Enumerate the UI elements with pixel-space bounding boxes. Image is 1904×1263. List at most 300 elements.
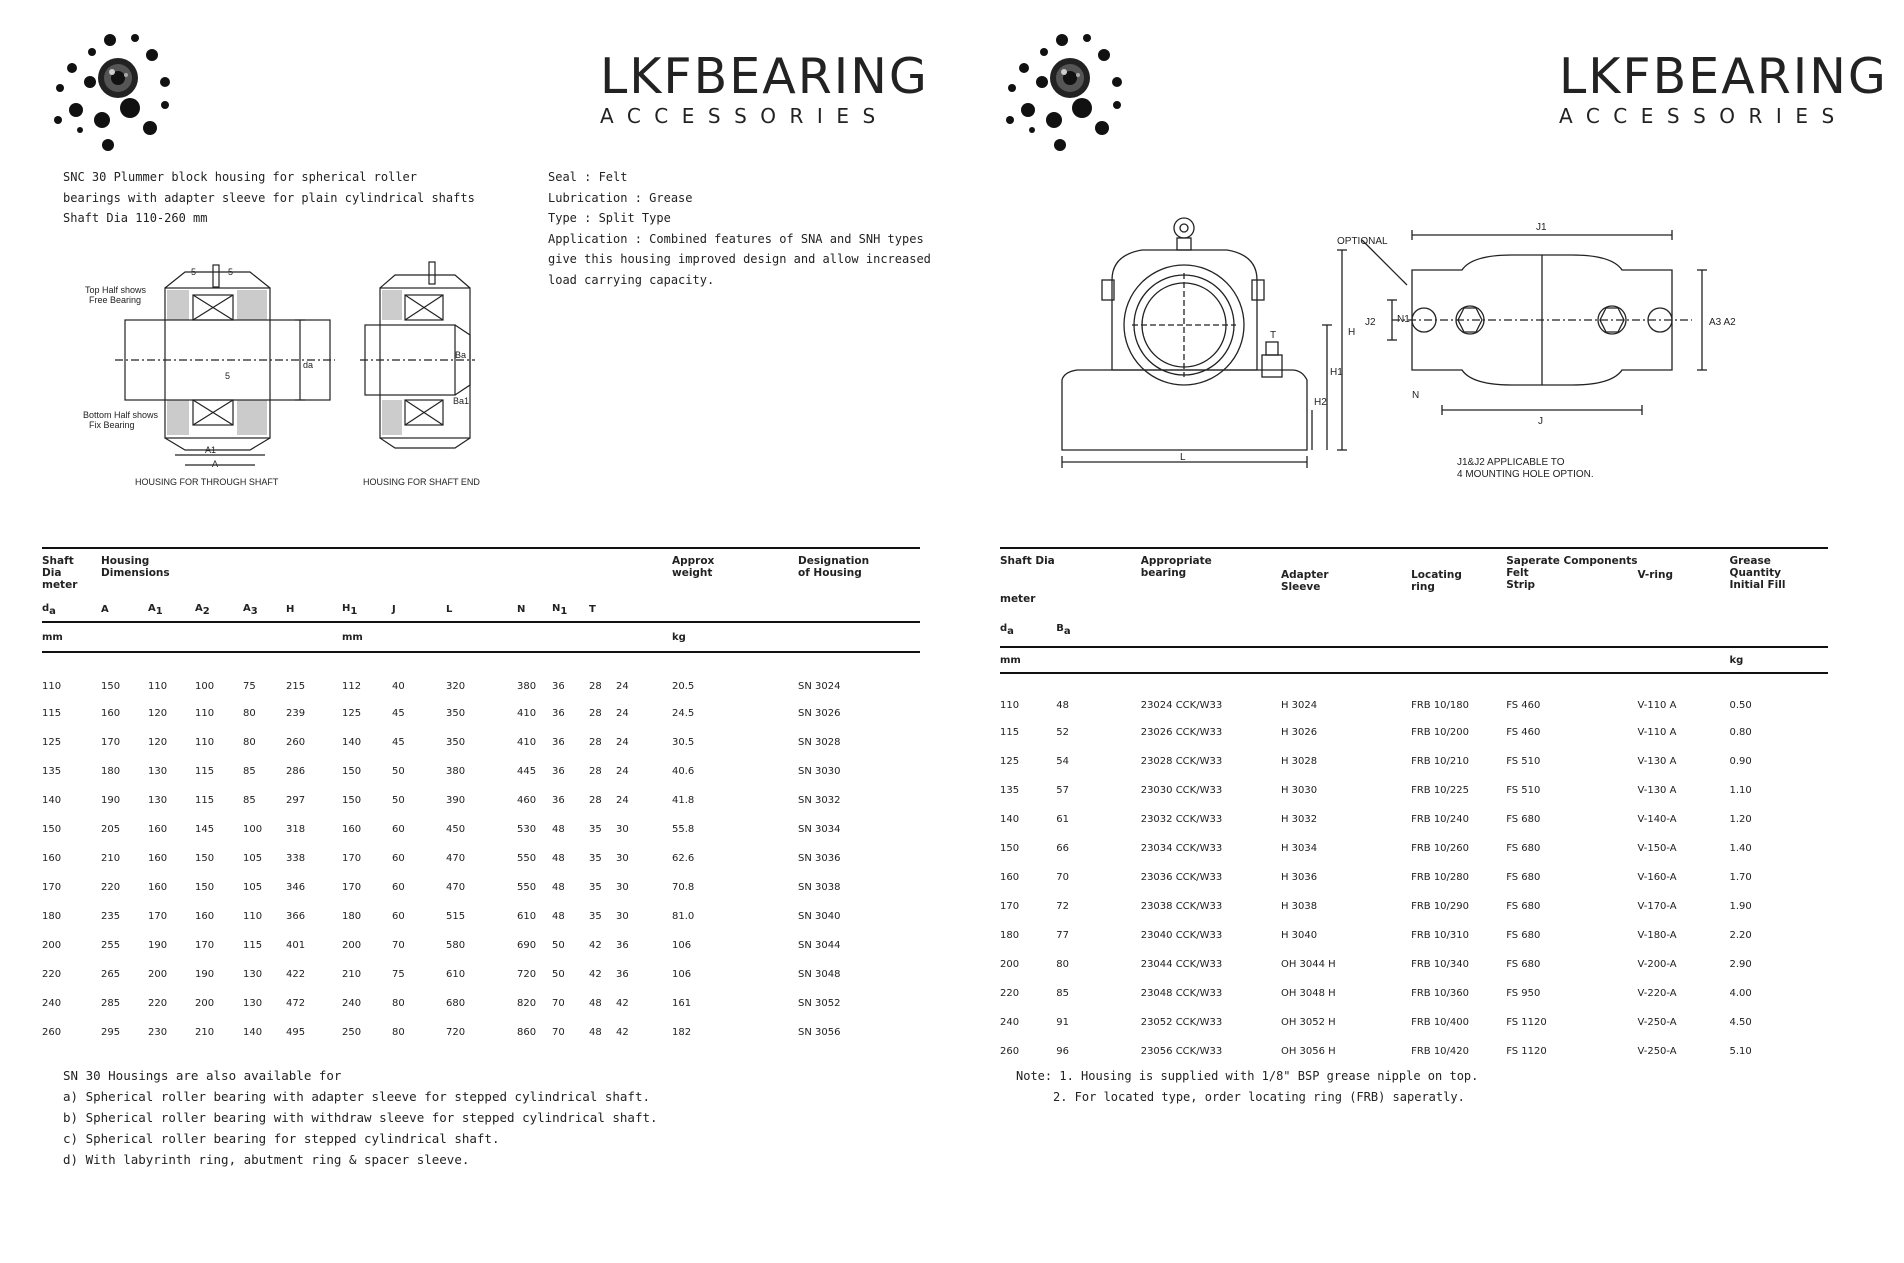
table-cell: SN 3026 xyxy=(798,708,841,719)
table-cell: 140 xyxy=(243,1027,263,1038)
header-shaft xyxy=(1000,548,1141,593)
table-cell: FRB 10/260 xyxy=(1411,843,1469,854)
note-line: b) Spherical roller bearing with withdraw sleeve for stepped cylindrical shaft. xyxy=(63,1110,658,1125)
table-cell: 28 xyxy=(589,681,602,692)
header-text: meter xyxy=(42,579,78,591)
header-text: Adapter xyxy=(1280,569,1329,581)
table-cell: 48 xyxy=(552,882,565,893)
table-cell: 80 xyxy=(1056,959,1069,970)
symbol-Ba xyxy=(1056,613,1141,647)
table-cell: 150 xyxy=(101,681,121,692)
brand-subtitle: ACCESSORIES xyxy=(1559,104,1848,128)
header-locating xyxy=(1411,548,1506,593)
table-cell: FRB 10/420 xyxy=(1411,1046,1469,1057)
table-cell: 515 xyxy=(446,911,466,922)
table-cell: V-130 A xyxy=(1637,756,1677,767)
table-cell: 240 xyxy=(1000,1017,1020,1028)
table-cell: SN 3040 xyxy=(798,911,841,922)
brand-wordmark xyxy=(600,48,929,128)
table-cell: 36 xyxy=(552,795,565,806)
table-cell: 41.8 xyxy=(672,795,695,806)
dim-J2-label: J2 xyxy=(1365,317,1376,328)
symbol-text: A xyxy=(195,602,203,614)
table-cell: 52 xyxy=(1056,727,1069,738)
symbol-text: L xyxy=(446,604,453,615)
table-cell: 60 xyxy=(392,824,405,835)
supply-notes xyxy=(1016,1066,1478,1108)
symbol-cell xyxy=(517,598,552,622)
table-cell: 285 xyxy=(101,998,121,1009)
table-cell: SN 3028 xyxy=(798,737,841,748)
table-cell: 48 xyxy=(552,911,565,922)
brand-name: LKFBEARING xyxy=(600,48,929,105)
table-row xyxy=(42,931,920,960)
symbol-cell xyxy=(42,598,101,622)
symbol-sub: a xyxy=(1007,625,1014,637)
unit-row xyxy=(1000,647,1828,673)
table-cell: 75 xyxy=(243,681,256,692)
bearing-components-table xyxy=(1000,547,1828,1066)
table-cell: 45 xyxy=(392,708,405,719)
product-description xyxy=(63,167,475,229)
table-cell: 28 xyxy=(589,795,602,806)
table-cell: FS 460 xyxy=(1506,727,1541,738)
table-cell: 112 xyxy=(342,681,362,692)
table-cell: 130 xyxy=(148,795,168,806)
feature-line: give this housing improved design and allow increased xyxy=(548,252,931,266)
header-text: ring xyxy=(1411,581,1435,593)
header-text: Saperate Components xyxy=(1506,555,1638,567)
availability-notes xyxy=(63,1065,658,1170)
table-cell: 350 xyxy=(446,737,466,748)
table-cell: V-110 A xyxy=(1637,727,1677,738)
table-cell: H 3032 xyxy=(1280,814,1318,825)
table-cell: 1.90 xyxy=(1729,901,1752,912)
table-cell: 4.50 xyxy=(1729,1017,1752,1028)
note-line: SN 30 Housings are also available for xyxy=(63,1068,342,1083)
symbol-sub: a xyxy=(49,605,56,617)
table-cell: FS 680 xyxy=(1506,901,1541,912)
table-cell: 215 xyxy=(286,681,306,692)
symbol-row xyxy=(42,598,920,622)
table-cell: 0.50 xyxy=(1729,700,1752,711)
table-cell: FRB 10/360 xyxy=(1411,988,1469,999)
table-row xyxy=(42,960,920,989)
table-cell: 105 xyxy=(243,853,263,864)
table-cell: 80 xyxy=(243,708,256,719)
table-cell: FRB 10/225 xyxy=(1411,785,1469,796)
plummer-block-drawing xyxy=(1052,210,1742,490)
table-cell: OH 3052 H xyxy=(1280,1017,1336,1028)
shaft-end-caption: HOUSING FOR SHAFT END xyxy=(363,477,480,487)
table-cell: 70 xyxy=(1056,872,1069,883)
table-cell: 23040 CCK/W33 xyxy=(1140,930,1223,941)
table-cell: 45 xyxy=(392,737,405,748)
note-line: a) Spherical roller bearing with adapter sleeve for stepped cylindrical shaft. xyxy=(63,1089,650,1104)
symbol-cell xyxy=(342,598,392,622)
housing-table-body xyxy=(42,652,920,1047)
symbol-cell xyxy=(148,598,195,622)
table-row xyxy=(1000,1008,1828,1037)
symbol-text: B xyxy=(1056,622,1064,634)
header-vring xyxy=(1637,548,1729,593)
table-cell: FRB 10/340 xyxy=(1411,959,1469,970)
table-cell: FRB 10/210 xyxy=(1411,756,1469,767)
dim-T-label: T xyxy=(1270,330,1277,341)
table-cell: 120 xyxy=(148,708,168,719)
feature-line: load carrying capacity. xyxy=(548,272,715,287)
table-cell: 110 xyxy=(195,708,215,719)
dim-J-label: J xyxy=(1538,416,1543,427)
header-bearing xyxy=(1141,548,1281,593)
header-text: Locating xyxy=(1411,569,1462,581)
table-cell: 200 xyxy=(148,969,168,980)
table-cell: 205 xyxy=(101,824,121,835)
table-cell: 70.8 xyxy=(672,882,695,893)
table-cell: H 3030 xyxy=(1280,785,1318,796)
table-cell: 550 xyxy=(517,882,537,893)
table-cell: SN 3052 xyxy=(798,998,841,1009)
table-cell: 24 xyxy=(616,795,629,806)
table-cell: 265 xyxy=(101,969,121,980)
table-cell: SN 3048 xyxy=(798,969,841,980)
dim-H2-label: H2 xyxy=(1314,397,1327,408)
table-cell: 250 xyxy=(342,1027,362,1038)
table-cell: 255 xyxy=(101,940,121,951)
table-cell: 235 xyxy=(101,911,121,922)
table-cell: 40.6 xyxy=(672,766,695,777)
symbol-text: d xyxy=(42,602,50,614)
table-cell: 401 xyxy=(286,940,306,951)
dim-N1-label: N1 xyxy=(1397,314,1410,325)
table-cell: 23044 CCK/W33 xyxy=(1140,959,1223,970)
optional-label: OPTIONAL xyxy=(1337,236,1388,247)
table-cell: 23028 CCK/W33 xyxy=(1140,756,1223,767)
table-cell: 200 xyxy=(1000,959,1020,970)
table-cell: 190 xyxy=(101,795,121,806)
note-line: Note: 1. Housing is supplied with 1/8" BSP grease nipple on top. xyxy=(1016,1069,1479,1083)
table-cell: SN 3038 xyxy=(798,882,841,893)
table-row xyxy=(1000,776,1828,805)
symbol-sub: 1 xyxy=(560,605,568,617)
table-cell: 115 xyxy=(1000,727,1020,738)
table-cell: FRB 10/290 xyxy=(1411,901,1469,912)
table-cell: 30 xyxy=(616,911,629,922)
table-cell: 106 xyxy=(672,940,692,951)
table-cell: 2.20 xyxy=(1729,930,1752,941)
table-row xyxy=(1000,673,1828,718)
dim-5-label: 5 xyxy=(228,267,234,277)
table-cell: 295 xyxy=(101,1027,121,1038)
table-cell: 297 xyxy=(286,795,306,806)
table-cell: 96 xyxy=(1056,1046,1069,1057)
table-cell: 5.10 xyxy=(1729,1046,1752,1057)
symbol-cell xyxy=(446,598,517,622)
table-cell: 66 xyxy=(1056,843,1069,854)
table-cell: 35 xyxy=(589,853,602,864)
table-cell: 180 xyxy=(1000,930,1020,941)
table-cell: 160 xyxy=(101,708,121,719)
table-cell: 115 xyxy=(195,766,215,777)
table-cell: 62.6 xyxy=(672,853,695,864)
table-cell: 530 xyxy=(517,824,537,835)
dim-H1-label: H1 xyxy=(1330,367,1343,378)
table-cell: 190 xyxy=(148,940,168,951)
table-cell: 470 xyxy=(446,882,466,893)
table-cell: 180 xyxy=(342,911,362,922)
table-cell: 60 xyxy=(392,853,405,864)
header-text: Appropriate xyxy=(1140,555,1212,567)
table-cell: 170 xyxy=(42,882,62,893)
table-cell: 70 xyxy=(392,940,405,951)
table-cell: 170 xyxy=(1000,901,1020,912)
symbol-text: A xyxy=(243,602,251,614)
symbol-text: A xyxy=(101,604,109,615)
table-cell: 210 xyxy=(101,853,121,864)
table-cell: OH 3056 H xyxy=(1280,1046,1336,1057)
table-row xyxy=(1000,718,1828,747)
table-cell: V-250-A xyxy=(1637,1046,1677,1057)
table-cell: 110 xyxy=(243,911,263,922)
table-cell: 48 xyxy=(589,1027,602,1038)
table-cell: 170 xyxy=(148,911,168,922)
table-cell: H 3026 xyxy=(1280,727,1318,738)
table-cell: 85 xyxy=(1056,988,1069,999)
bottom-half-label: Bottom Half shows xyxy=(83,410,159,420)
description-line: bearings with adapter sleeve for plain cylindrical shafts xyxy=(63,190,475,205)
symbol-cell xyxy=(195,598,243,622)
table-cell: 23032 CCK/W33 xyxy=(1140,814,1223,825)
table-cell: 36 xyxy=(552,681,565,692)
table-cell: 42 xyxy=(616,1027,629,1038)
table-cell: 30.5 xyxy=(672,737,695,748)
table-cell: 260 xyxy=(1000,1046,1020,1057)
table-cell: SN 3032 xyxy=(798,795,841,806)
table-cell: 110 xyxy=(195,737,215,748)
header-text: Dimensions xyxy=(101,567,170,579)
table-cell: FS 510 xyxy=(1506,756,1541,767)
symbol-da xyxy=(1000,613,1056,647)
symbol-cell xyxy=(243,598,286,622)
through-shaft-caption: HOUSING FOR THROUGH SHAFT xyxy=(135,477,279,487)
unit-mm: mm xyxy=(342,631,363,643)
symbol-cell xyxy=(552,598,589,622)
table-cell: 260 xyxy=(42,1027,62,1038)
symbol-text: J xyxy=(392,604,396,615)
bottom-half-label-2: Fix Bearing xyxy=(89,420,135,430)
table-cell: 23024 CCK/W33 xyxy=(1140,700,1223,711)
unit-row xyxy=(42,622,920,652)
header-text: Strip xyxy=(1506,579,1536,591)
symbol-cell xyxy=(589,598,616,622)
dim-A1-label: A1 xyxy=(205,445,217,455)
table-cell: 0.80 xyxy=(1729,727,1752,738)
symbol-text: H xyxy=(286,604,295,615)
table-cell: 182 xyxy=(672,1027,692,1038)
table-cell: 470 xyxy=(446,853,466,864)
table-cell: 54 xyxy=(1056,756,1069,767)
header-text: Shaft xyxy=(42,555,74,567)
table-cell: SN 3034 xyxy=(798,824,841,835)
table-cell: FRB 10/240 xyxy=(1411,814,1469,825)
table-cell: 1.70 xyxy=(1729,872,1752,883)
table-cell: 24 xyxy=(616,766,629,777)
table-cell: 23036 CCK/W33 xyxy=(1140,872,1223,883)
unit-mm: mm xyxy=(1000,654,1021,666)
table-cell: 240 xyxy=(342,998,362,1009)
table-cell: 50 xyxy=(552,940,565,951)
table-cell: 100 xyxy=(195,681,215,692)
header-text: Approx xyxy=(672,555,715,567)
table-cell: 720 xyxy=(517,969,537,980)
table-cell: 286 xyxy=(286,766,306,777)
symbol-sub: 3 xyxy=(250,605,258,617)
table-cell: 160 xyxy=(42,853,62,864)
table-cell: H 3034 xyxy=(1280,843,1318,854)
symbol-sub: 1 xyxy=(155,605,163,617)
header-text: bearing xyxy=(1140,567,1187,579)
brand-wordmark xyxy=(1559,48,1888,128)
housing-section-drawing xyxy=(75,250,515,490)
table-cell: 28 xyxy=(589,766,602,777)
header-text: of Housing xyxy=(798,567,862,579)
table-cell: 220 xyxy=(148,998,168,1009)
table-cell: H 3038 xyxy=(1280,901,1318,912)
symbol-text: N xyxy=(517,604,526,615)
unit-mm: mm xyxy=(42,631,63,643)
table-cell: 380 xyxy=(446,766,466,777)
table-cell: 380 xyxy=(517,681,537,692)
table-cell: 110 xyxy=(42,681,62,692)
table-cell: 160 xyxy=(148,882,168,893)
table-cell: FRB 10/180 xyxy=(1411,700,1469,711)
table-cell: 24 xyxy=(616,708,629,719)
table-cell: FRB 10/310 xyxy=(1411,930,1469,941)
table-cell: 130 xyxy=(243,969,263,980)
header-designation xyxy=(798,548,920,598)
table-cell: 24.5 xyxy=(672,708,695,719)
table-cell: 35 xyxy=(589,911,602,922)
header-text: V-ring xyxy=(1637,569,1673,581)
table-row xyxy=(42,815,920,844)
table-cell: 4.00 xyxy=(1729,988,1752,999)
table-row xyxy=(1000,805,1828,834)
symbol-text: A xyxy=(148,602,156,614)
table-cell: 115 xyxy=(42,708,62,719)
table-cell: 260 xyxy=(286,737,306,748)
table-cell: 422 xyxy=(286,969,306,980)
table-cell: 80 xyxy=(392,998,405,1009)
table-cell: 690 xyxy=(517,940,537,951)
table-cell: 50 xyxy=(392,766,405,777)
table-cell: 91 xyxy=(1056,1017,1069,1028)
table-cell: 610 xyxy=(517,911,537,922)
table-cell: 36 xyxy=(552,766,565,777)
table-cell: 170 xyxy=(342,882,362,893)
housing-dimensions-table xyxy=(42,547,920,1047)
table-cell: 30 xyxy=(616,882,629,893)
header-text: Initial Fill xyxy=(1729,579,1786,591)
table-cell: 130 xyxy=(243,998,263,1009)
table-cell: 180 xyxy=(101,766,121,777)
table-row xyxy=(42,844,920,873)
table-cell: FS 950 xyxy=(1506,988,1541,999)
dim-A-label: A xyxy=(212,459,219,469)
table-row xyxy=(1000,921,1828,950)
dim-Ba1-label: Ba1 xyxy=(453,396,470,406)
table-cell: 220 xyxy=(42,969,62,980)
header-text: Felt xyxy=(1506,567,1529,579)
header-text: Dia xyxy=(42,567,62,579)
table-cell: 580 xyxy=(446,940,466,951)
table-cell: 23026 CCK/W33 xyxy=(1140,727,1223,738)
table-cell: 2.90 xyxy=(1729,959,1752,970)
table-cell: 125 xyxy=(1000,756,1020,767)
table-cell: 410 xyxy=(517,737,537,748)
table-cell: 160 xyxy=(342,824,362,835)
table-cell: V-160-A xyxy=(1637,872,1677,883)
table-cell: 140 xyxy=(342,737,362,748)
brand-logo-icon xyxy=(992,20,1132,160)
dim-Ba-label: Ba xyxy=(455,350,467,360)
table-cell: 135 xyxy=(1000,785,1020,796)
symbol-cell xyxy=(392,598,446,622)
table-cell: 115 xyxy=(195,795,215,806)
table-cell: SN 3056 xyxy=(798,1027,841,1038)
header-grease xyxy=(1730,548,1828,593)
table-cell: FS 680 xyxy=(1506,814,1541,825)
table-cell: 55.8 xyxy=(672,824,695,835)
symbol-sub: 2 xyxy=(202,605,210,617)
table-cell: 70 xyxy=(552,1027,565,1038)
unit-kg: kg xyxy=(672,631,686,643)
table-cell: 200 xyxy=(195,998,215,1009)
table-cell: SN 3024 xyxy=(798,681,841,692)
table-cell: 220 xyxy=(101,882,121,893)
table-cell: 70 xyxy=(552,998,565,1009)
table-cell: FS 680 xyxy=(1506,872,1541,883)
top-half-label-2: Free Bearing xyxy=(89,295,142,305)
table-cell: 42 xyxy=(616,998,629,1009)
table-row xyxy=(1000,892,1828,921)
table-cell: 106 xyxy=(672,969,692,980)
mounting-note-label-2: 4 MOUNTING HOLE OPTION. xyxy=(1457,469,1594,480)
table-cell: 550 xyxy=(517,853,537,864)
table-cell: 125 xyxy=(342,708,362,719)
symbol-row xyxy=(1000,613,1828,647)
table-cell: 610 xyxy=(446,969,466,980)
table-cell: 115 xyxy=(243,940,263,951)
table-cell: 1.20 xyxy=(1729,814,1752,825)
symbol-text: H xyxy=(342,602,351,614)
table-cell: 110 xyxy=(1000,700,1020,711)
table-cell: 170 xyxy=(342,853,362,864)
table-cell: 200 xyxy=(342,940,362,951)
header-text: Shaft Dia xyxy=(1000,555,1055,567)
right-page xyxy=(952,0,1904,1263)
table-cell: 23030 CCK/W33 xyxy=(1140,785,1223,796)
table-cell: V-180-A xyxy=(1637,930,1677,941)
table-cell: 125 xyxy=(42,737,62,748)
mounting-note-label: J1&J2 APPLICABLE TO xyxy=(1457,457,1565,468)
header-text: Grease xyxy=(1729,555,1771,567)
symbol-cell xyxy=(286,598,342,622)
table-cell: 24 xyxy=(616,737,629,748)
table-cell: 85 xyxy=(243,795,256,806)
table-cell: 239 xyxy=(286,708,306,719)
table-cell: 170 xyxy=(101,737,121,748)
table-cell: 30 xyxy=(616,853,629,864)
